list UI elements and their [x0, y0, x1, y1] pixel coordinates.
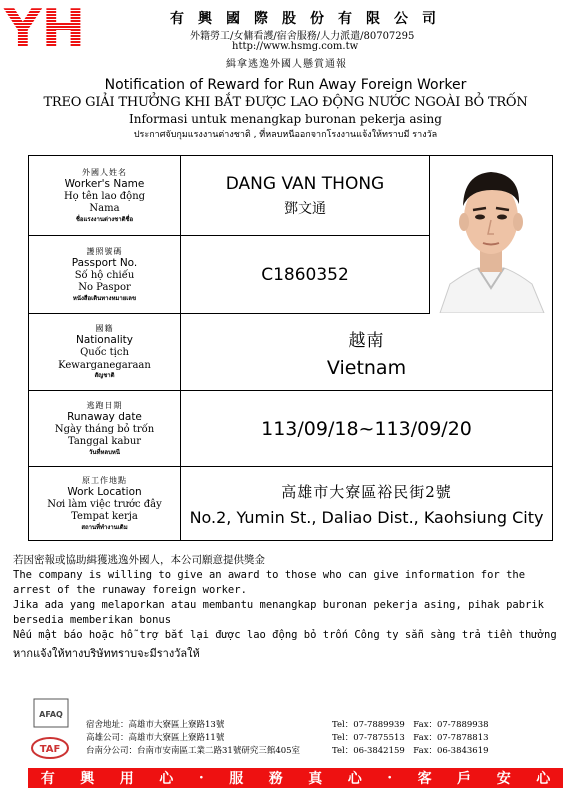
note-th: หากแจ้งให้ทางบริษัททราบจะมีรางวัลให้: [13, 647, 200, 660]
company-services: 外籍勞工/女傭看護/宿舍服務/人力派遣/80707295: [190, 31, 415, 42]
company-name: 有興國際股份有限公司: [170, 11, 450, 27]
address-kaohsiung: 高雄公司：高雄市大寮區上寮路11號: [86, 733, 225, 743]
svg-text:AFAQ: AFAQ: [39, 710, 63, 719]
tel-dormitory: Tel：07-7889939 Fax：07-7889938: [332, 720, 489, 730]
name-value: [181, 156, 429, 235]
address-dormitory: 宿舍地址：高雄市大寮區上寮路13號: [86, 720, 225, 730]
nationality-en: Vietnam: [326, 356, 407, 379]
runaway-label: 逃跑日期 Runaway date Ngày tháng bỏ trốn Tanggal kabur วันที่หลบหนี: [29, 391, 181, 466]
worker-photo-cell: [429, 156, 552, 314]
runaway-value: [181, 391, 552, 466]
nationality-row: [29, 314, 552, 391]
afaq-cert-logo: [33, 698, 69, 728]
note-en: The company is willing to give an award to those who can give information for the arrest of the runaway foreign worker.: [13, 569, 526, 596]
nationality-label: 國籍 Nationality Quốc tịch Kewarganegaraan สัญชาติ: [29, 314, 181, 390]
address-tainan: 台南分公司：台南市安南區工業二路31號研究三館405室: [86, 746, 301, 756]
nationality-value: [181, 314, 552, 390]
passport-label: 護照號碼 Passport No. Số hộ chiếu No Paspor หนังสือเดินทางหมายเลข: [29, 236, 181, 313]
nationality-zh: 越南: [348, 330, 385, 351]
location-value: [181, 467, 552, 540]
note-vi: Nếu mật báo hoặc hỗ trợ bắt lại được lao động bỏ trốn Công ty sẵn sàng trả tiền thưởng: [13, 629, 557, 641]
name-label: 外國人姓名 Worker's Name Họ tên lao động Nama ชื่อแรงงานต่างชาติชื่อ: [29, 156, 181, 235]
runaway-row: [29, 391, 552, 467]
tel-kaohsiung: Tel：07-7875513 Fax：07-7878813: [332, 733, 489, 743]
location-en: No.2, Yumin St., Daliao Dist., Kaohsiung City: [189, 507, 544, 527]
location-zh: 高雄市大寮區裕民街2號: [281, 482, 452, 501]
worker-photo: [430, 156, 552, 313]
notice-title-zh: 緝拿逃逸外國人懸賞通報: [226, 59, 347, 70]
taf-cert-logo: [30, 736, 70, 760]
passport-row: [29, 236, 429, 314]
notice-title-en: Notification of Reward for Run Away Foreign Worker: [104, 77, 467, 93]
worker-info-table: [28, 155, 553, 541]
location-row: [29, 467, 552, 540]
note-zh: 若因密報或協助緝獲逃逸外國人，本公司願意提供獎金: [13, 554, 265, 566]
note-id: Jika ada yang melaporkan atau membantu menangkap buronan pekerja asing, pihak pabrik bersedia memberikan bonus: [13, 599, 545, 626]
location-label: 原工作地點 Work Location Nơi làm việc trước đây Tempat kerja สถานที่ทำงานเดิม: [29, 467, 181, 540]
yh-logo: [2, 2, 102, 50]
name-row: [29, 156, 429, 236]
notice-title-vi: TREO GIẢI THƯỞNG KHI BẮT ĐƯỢC LAO ĐỘNG NƯỚC NGOÀI BỎ TRỐN: [43, 95, 528, 110]
worker-name-en: DANG VAN THONG: [225, 173, 385, 194]
worker-name-zh: 鄧文通: [284, 200, 326, 217]
slogan-bar: 有 興 用 心 · 服 務 真 心 · 客 戶 安 心: [28, 768, 563, 788]
company-url[interactable]: http://www.hsmg.com.tw: [232, 41, 359, 52]
logo-text: YH: [4, 2, 86, 50]
notice-title-id: Informasi untuk menangkap buronan pekerja asing: [129, 112, 442, 126]
passport-number: C1860352: [261, 264, 349, 285]
runaway-date: 113/09/18~113/09/20: [261, 417, 472, 440]
reward-notes: [13, 553, 563, 661]
tel-tainan: Tel：06-3842159 Fax：06-3843619: [332, 746, 489, 756]
notice-title-th: ประกาศจับกุมแรงงานต่างชาติ , ที่หลบหนีออกจากโรงงานแจ้งให้ทราบมี รางวัล: [133, 130, 438, 140]
svg-text:TAF: TAF: [39, 744, 61, 755]
passport-value: [181, 236, 429, 313]
